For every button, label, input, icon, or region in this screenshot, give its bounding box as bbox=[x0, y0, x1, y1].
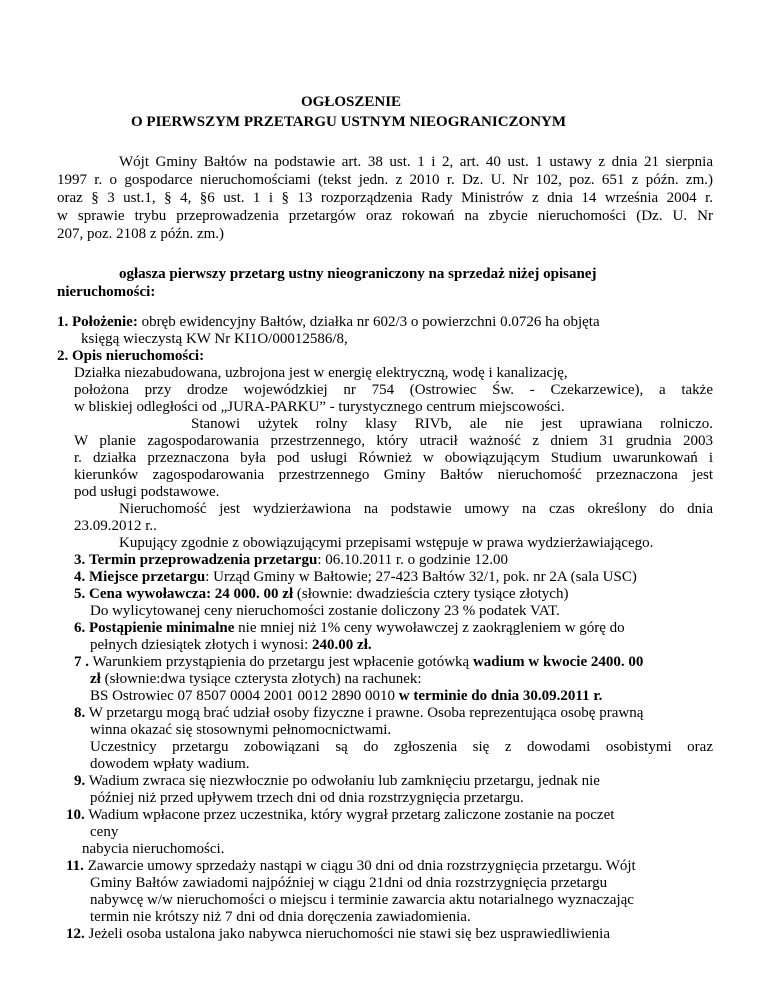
item-7-line-3 bbox=[90, 688, 602, 705]
item-text: W przetargu mogą brać udział osoby fizyczne i prawne. Osoba reprezentująca osobę prawną bbox=[85, 705, 644, 721]
item-text: Wadium zwraca się niezwłocznie po odwołaniu lub zamknięciu przetargu, jednak nie bbox=[85, 773, 600, 789]
item-number: 10. bbox=[66, 807, 85, 823]
title-line-1: OGŁOSZENIE bbox=[301, 94, 402, 110]
item-12 bbox=[66, 926, 610, 943]
item-number: 5. bbox=[74, 586, 86, 602]
item-2-line: pod usługi podstawowe. bbox=[74, 484, 220, 500]
item-1 bbox=[57, 314, 600, 331]
item-2-line: 23.09.2012 r.. bbox=[74, 518, 157, 534]
item-text: (słownie:dwa tysiące czterysta złotych) na rachunek: bbox=[100, 671, 422, 687]
item-11 bbox=[66, 858, 636, 875]
item-deadline: w terminie do dnia 30.09.2011 r. bbox=[398, 688, 603, 704]
item-2-line: Działka niezabudowana, uzbrojona jest w energię elektryczną, wodę i kanalizację, bbox=[74, 365, 568, 381]
item-2-line: Nieruchomość jest wydzierżawiona na podstawie umowy na czas określony do dnia bbox=[119, 501, 713, 517]
item-11-line: nabywcę w/w nieruchomości o miejscu i terminie zawarcia aktu notarialnego wyznaczając bbox=[90, 892, 634, 908]
item-9-line: później niż przed upływem trzech dni od dnia rozstrzygnięcia przetargu. bbox=[90, 790, 524, 806]
item-label: Położenie: bbox=[72, 314, 138, 330]
item-text: Jeżeli osoba ustalona jako nabywca nieruchomości nie stawi się bez usprawiedliwienia bbox=[84, 926, 610, 942]
item-amount: wadium w kwocie 2400. 00 bbox=[472, 654, 644, 670]
item-7 bbox=[74, 654, 643, 671]
item-text: obręb ewidencyjny Bałtów, działka nr 602/3 o powierzchni 0.0726 ha objęta bbox=[137, 314, 600, 330]
title-line-2: O PIERWSZYM PRZETARGU USTNYM NIEOGRANICZONYM bbox=[131, 114, 567, 130]
item-amount: 240.00 zł. bbox=[312, 637, 372, 653]
item-10-line: nabycia nieruchomości. bbox=[82, 841, 225, 857]
item-label: Miejsce przetargu bbox=[89, 569, 206, 585]
item-number: 6. bbox=[74, 620, 86, 636]
item-9 bbox=[74, 773, 600, 790]
item-label: Postąpienie minimalne bbox=[89, 620, 235, 636]
item-number: 11. bbox=[66, 858, 84, 874]
item-4 bbox=[74, 569, 637, 586]
item-10-line: ceny bbox=[90, 824, 119, 840]
item-text: pełnych dziesiątek złotych i wynosi: bbox=[90, 637, 313, 653]
item-number: 4. bbox=[74, 569, 86, 585]
item-2-line: położona przy drodze wojewódzkiej nr 754 (Ostrowiec Św. - Czekarzewice), a także bbox=[74, 382, 713, 398]
item-10 bbox=[66, 807, 614, 824]
item-2 bbox=[57, 348, 204, 365]
intro-line: oraz § 3 ust.1, § 4, §6 ust. 1 i § 13 rozporządzenia Rady Ministrów z dnia 14 września 2004 r. bbox=[57, 190, 713, 206]
intro-line: 207, poz. 2108 z późn. zm.) bbox=[57, 226, 225, 242]
item-text: Zawarcie umowy sprzedaży nastąpi w ciągu 30 dni od dnia rozstrzygnięcia przetargu. Wójt bbox=[83, 858, 636, 874]
item-6 bbox=[74, 620, 625, 637]
item-2-line: w bliskiej odległości od „JURA-PARKU” - turystycznego centrum miejscowości. bbox=[74, 399, 565, 415]
item-label: Cena wywoławcza: 24 000. 00 zł bbox=[89, 586, 294, 602]
item-text: Wadium wpłacone przez uczestnika, który wygrał przetarg zaliczone zostanie na poczet bbox=[84, 807, 615, 823]
item-number: 3. bbox=[74, 552, 86, 568]
item-number: 1. bbox=[57, 314, 69, 330]
announce-line: nieruchomości: bbox=[57, 284, 156, 300]
item-number: 12. bbox=[66, 926, 85, 942]
intro-line: w sprawie trybu przeprowadzenia przetargów oraz rokowań na zbycie nieruchomości (Dz. U. Nr bbox=[57, 208, 713, 224]
item-2-line: r. działka przeznaczona była pod usługi Również w obowiązującym Studium uwarunkowań i bbox=[74, 450, 713, 466]
announce-line: ogłasza pierwszy przetarg ustny nieograniczony na sprzedaż niżej opisanej bbox=[119, 266, 597, 282]
item-number: 9. bbox=[74, 773, 86, 789]
item-number: 8. bbox=[74, 705, 86, 721]
item-label: Opis nieruchomości: bbox=[72, 348, 205, 364]
item-2-line: kierunków zagospodarowania przestrzennego Gminy Bałtów nieruchomość przeznaczona jest bbox=[74, 467, 713, 483]
item-2-line: Kupujący zgodnie z obowiązującymi przepisami wstępuje w prawa wydzierżawiającego. bbox=[119, 535, 654, 551]
item-6-continuation bbox=[90, 637, 372, 654]
item-8-line: dowodem wpłaty wadium. bbox=[90, 756, 250, 772]
item-2-line: W planie zagospodarowania przestrzennego, który utracił ważność z dniem 31 grudnia 2003 bbox=[74, 433, 713, 449]
item-5-continuation: Do wylicytowanej ceny nieruchomości zostanie doliczony 23 % podatek VAT. bbox=[90, 603, 560, 619]
intro-line: Wójt Gminy Bałtów na podstawie art. 38 ust. 1 i 2, art. 40 ust. 1 ustawy z dnia 21 sierpnia bbox=[119, 154, 713, 170]
item-11-line: termin nie krótszy niż 7 dni od dnia doręczenia zawiadomienia. bbox=[90, 909, 471, 925]
item-7-line-2 bbox=[90, 671, 422, 688]
item-2-line: Stanowi użytek rolny klasy RIVb, ale nie jest uprawiana rolniczo. bbox=[191, 416, 713, 432]
item-label: Termin przeprowadzenia przetargu bbox=[89, 552, 318, 568]
item-number: 2. bbox=[57, 348, 69, 364]
item-text: (słownie: dwadzieścia cztery tysiące złotych) bbox=[293, 586, 569, 602]
intro-line: 1997 r. o gospodarce nieruchomościami (tekst jedn. z 2010 r. Dz. U. Nr 102, poz. 651 z późn. zm.) bbox=[57, 172, 713, 188]
item-5 bbox=[74, 586, 568, 603]
item-text: BS Ostrowiec 07 8507 0004 2001 0012 2890 0010 bbox=[90, 688, 399, 704]
item-8 bbox=[74, 705, 643, 722]
item-3 bbox=[74, 552, 508, 569]
item-text: nie mniej niż 1% ceny wywoławczej z zaokrągleniem w górę do bbox=[234, 620, 625, 636]
item-text: Warunkiem przystąpienia do przetargu jest wpłacenie gotówką bbox=[89, 654, 473, 670]
item-text: : 06.10.2011 r. o godzinie 12.00 bbox=[317, 552, 508, 568]
item-8-line: winna okazać się stosownymi pełnomocnictwami. bbox=[90, 722, 392, 738]
item-8-line: Uczestnicy przetargu zobowiązani są do zgłoszenia się z dowodami osobistymi oraz bbox=[90, 739, 713, 755]
item-11-line: Gminy Bałtów zawiadomi najpóźniej w ciągu 21dni od dnia rozstrzygnięcia przetargu bbox=[90, 875, 608, 891]
item-1-continuation: księgą wieczystą KW Nr KI1O/00012586/8, bbox=[81, 331, 348, 347]
item-text: : Urząd Gminy w Bałtowie; 27-423 Bałtów 32/1, pok. nr 2A (sala USC) bbox=[205, 569, 637, 585]
item-amount: zł bbox=[90, 671, 101, 687]
item-number: 7 . bbox=[74, 654, 89, 670]
